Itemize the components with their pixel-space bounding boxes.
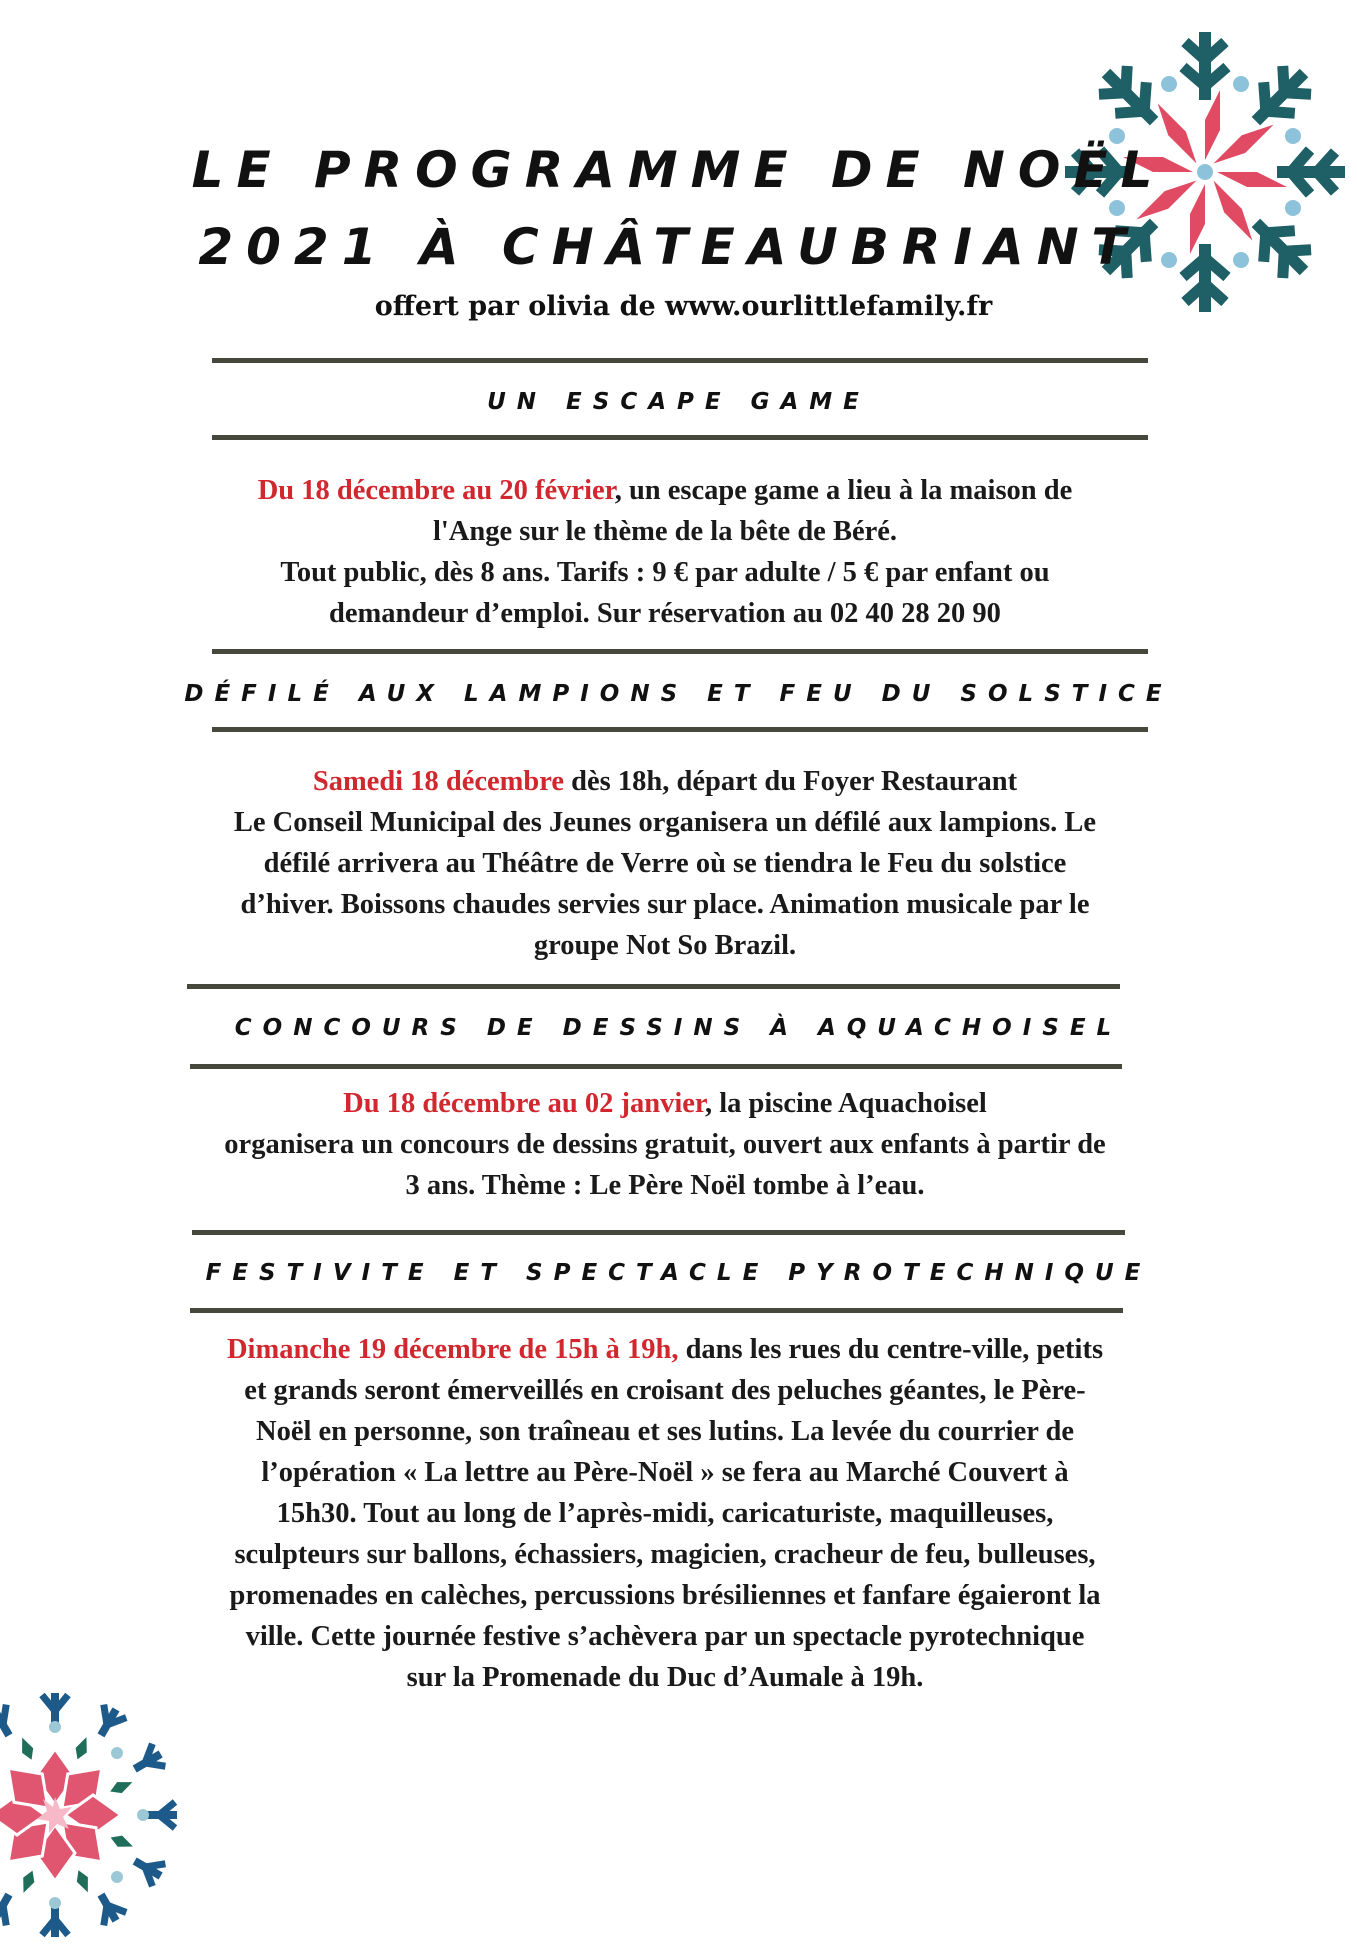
text: dans les rues du centre-ville, petits xyxy=(678,1334,1104,1365)
body-line: d’hiver. Boissons chaudes servies sur place. Animation musicale par le xyxy=(240,889,1090,920)
flower-snowflake-icon xyxy=(0,1685,185,1945)
body-line xyxy=(0,1330,1330,1370)
body-line: 3 ans. Thème : Le Père Noël tombe à l’eau. xyxy=(405,1170,925,1201)
section-heading: FESTIVITE ET SPECTACLE PYROTECHNIQUE xyxy=(205,1260,1152,1286)
divider xyxy=(212,649,1148,654)
body-line: Le Conseil Municipal des Jeunes organisera un défilé aux lampions. Le xyxy=(233,807,1097,838)
body-line: ville. Cette journée festive s’achèvera par un spectacle pyrotechnique xyxy=(245,1621,1085,1652)
body-line: et grands seront émerveillés en croisant des peluches géantes, le Père- xyxy=(244,1375,1086,1406)
divider xyxy=(212,727,1148,732)
body-line: défilé arrivera au Théâtre de Verre où se tiendra le Feu du solstice xyxy=(263,848,1067,879)
divider xyxy=(187,984,1120,989)
divider xyxy=(190,1064,1122,1069)
subtitle: offert par olivia de www.ourlittlefamily.fr xyxy=(374,291,993,322)
section-heading: UN ESCAPE GAME xyxy=(487,389,870,415)
text: dès 18h, départ du Foyer Restaurant xyxy=(564,766,1018,797)
body-line: groupe Not So Brazil. xyxy=(533,930,797,961)
divider xyxy=(212,358,1148,363)
title-line-1: LE PROGRAMME DE NOËL xyxy=(191,141,1166,199)
body-line xyxy=(0,762,1330,802)
divider xyxy=(212,435,1148,440)
body-line: l'Ange sur le thème de la bête de Béré. xyxy=(432,516,898,547)
body-line: sculpteurs sur ballons, échassiers, magicien, cracheur de feu, bulleuses, xyxy=(234,1539,1096,1570)
body-line: organisera un concours de dessins gratuit, ouvert aux enfants à partir de xyxy=(224,1129,1106,1160)
date-highlight: Du 18 décembre au 02 janvier xyxy=(343,1088,705,1119)
title-line-2: 2021 À CHÂTEAUBRIANT xyxy=(198,218,1139,276)
text: , la piscine Aquachoisel xyxy=(704,1088,987,1119)
body-line: l’opération « La lettre au Père-Noël » se fera au Marché Couvert à xyxy=(261,1457,1069,1488)
body-line: 15h30. Tout au long de l’après-midi, caricaturiste, maquilleuses, xyxy=(276,1498,1054,1529)
body-line: promenades en calèches, percussions brésiliennes et fanfare égaieront la xyxy=(229,1580,1101,1611)
body-line xyxy=(0,1084,1330,1124)
body-line xyxy=(0,471,1330,511)
body-line: demandeur d’emploi. Sur réservation au 02 40 28 20 90 xyxy=(329,598,1001,629)
body-line: Noël en personne, son traîneau et ses lutins. La levée du courrier de xyxy=(255,1416,1074,1447)
date-highlight: Du 18 décembre au 20 février xyxy=(257,475,615,506)
divider xyxy=(190,1308,1123,1313)
text: , un escape game a lieu à la maison de xyxy=(614,475,1073,506)
section-heading: CONCOURS DE DESSINS À AQUACHOISEL xyxy=(234,1015,1123,1041)
body-line: Tout public, dès 8 ans. Tarifs : 9 € par adulte / 5 € par enfant ou xyxy=(280,557,1050,588)
divider xyxy=(192,1230,1125,1235)
section-heading: DÉFILÉ AUX LAMPIONS ET FEU DU SOLSTICE xyxy=(184,681,1173,707)
date-highlight: Samedi 18 décembre xyxy=(312,766,565,797)
body-line: sur la Promenade du Duc d’Aumale à 19h. xyxy=(406,1662,924,1693)
date-highlight: Dimanche 19 décembre de 15h à 19h, xyxy=(226,1334,679,1365)
